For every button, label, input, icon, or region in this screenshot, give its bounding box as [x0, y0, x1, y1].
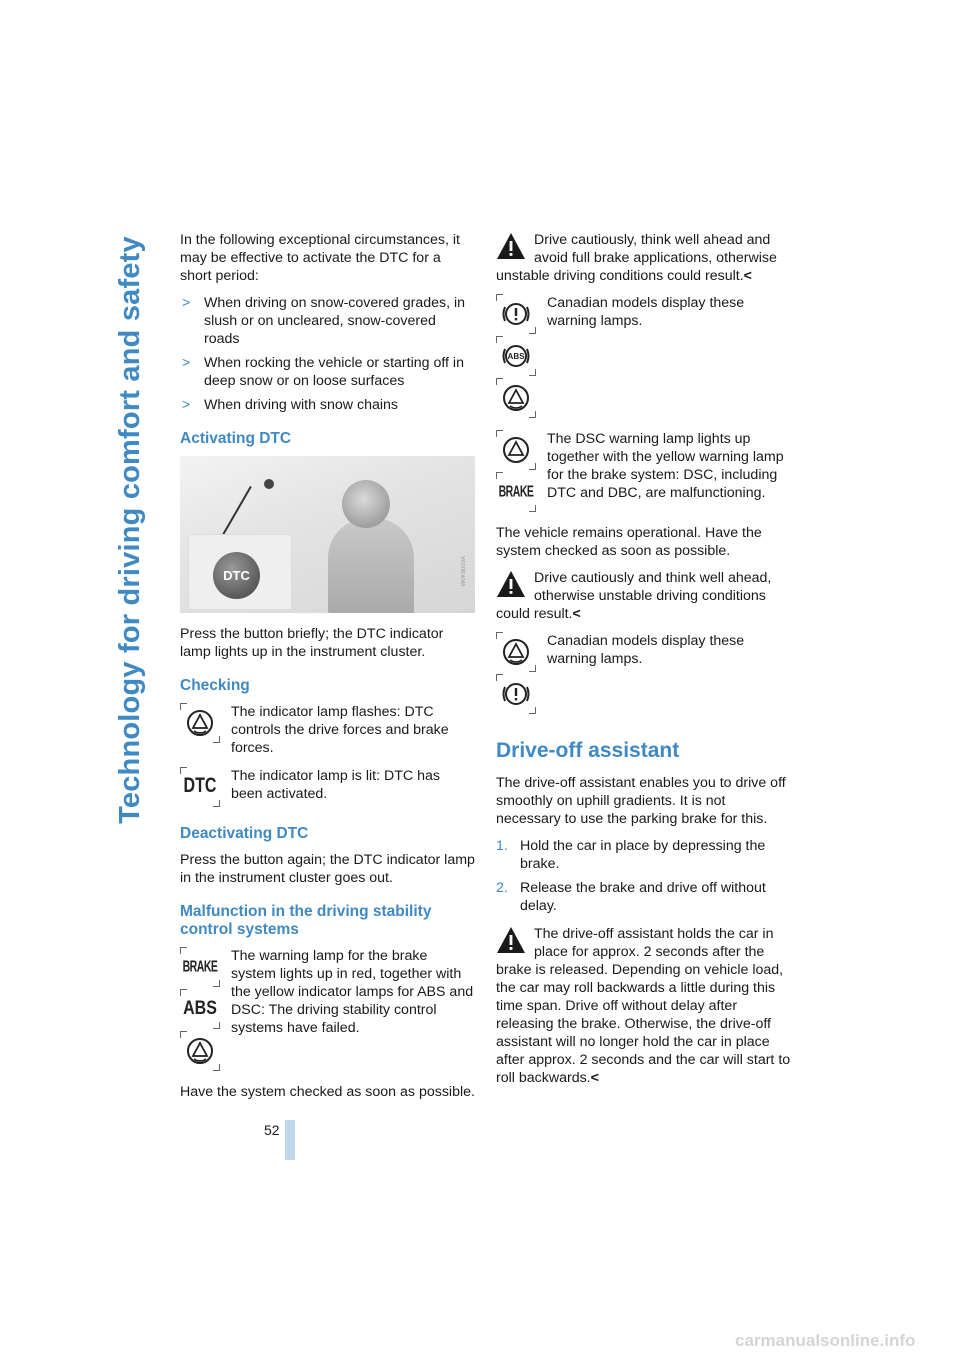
- dsc-lamp-row: [496, 430, 792, 514]
- gear-knob-shape: [342, 480, 390, 528]
- figure-code: W0K8003A: [461, 556, 467, 587]
- dtc-button-graphic: DTC: [213, 552, 260, 599]
- caution-text: Drive cautiously, think well ahead and avoid full brake applications, otherwise unstable driving conditions could result.: [496, 232, 777, 284]
- malfunction-text: The warning lamp for the brake system lights up in red, together with the yellow indicator lamps for ABS and DSC: The driving stability control systems have failed.: [231, 948, 474, 1036]
- end-mark: <: [572, 606, 581, 622]
- activating-text: Press the button briefly; the DTC indicator lamp lights up in the instrument cluster.: [180, 626, 444, 660]
- deactivating-dtc-heading: Deactivating DTC: [180, 825, 309, 842]
- caution-text: The drive-off assistant holds the car in place for approx. 2 seconds after the brake is released. Depending on vehicle load, the car may roll backwards a little during this time span. Drive off without delay after releasing the brake. Otherwise, the drive-off assistant will no longer hold the car in place after approx. 2 seconds and the car will start to roll backwards.: [496, 926, 791, 1086]
- brake-warning-icon: [180, 947, 220, 987]
- activating-dtc-heading: Activating DTC: [180, 430, 292, 447]
- canadian-lamps-row: [496, 294, 792, 420]
- malfunction-heading: Malfunction in the driving stability control systems: [180, 903, 432, 938]
- drive-off-steps: [496, 837, 792, 915]
- dsc-warning-icon: [496, 378, 536, 418]
- canadian-lamps-text-2: Canadian models display these warning lamps.: [547, 633, 745, 667]
- canadian-lamps-row-2: [496, 632, 792, 716]
- gear-boot-shape: [328, 518, 414, 613]
- dsc-warning-icon: [180, 1031, 220, 1071]
- bullet-mark: >: [182, 295, 191, 311]
- list-item: 1. Hold the car in place by depressing the brake.: [496, 838, 766, 872]
- list-item: > When rocking the vehicle or starting off in deep snow or on loose surfaces: [182, 355, 464, 389]
- check-flash-row: [180, 703, 475, 757]
- bullet-mark: >: [182, 355, 191, 371]
- dtc-icon-label: DTC: [183, 775, 217, 798]
- caution-note: [496, 569, 792, 623]
- page-edge-bar: [285, 1120, 295, 1160]
- dsc-warning-icon: [180, 703, 220, 743]
- brake-exclamation-icon: [496, 294, 536, 334]
- end-mark: <: [590, 1070, 599, 1086]
- page-number: 52: [264, 1122, 280, 1138]
- caution-note: [496, 925, 792, 1087]
- caution-text: Drive cautiously and think well ahead, otherwise unstable driving conditions could result.: [496, 570, 772, 622]
- list-item: 2. Release the brake and drive off without delay.: [496, 880, 766, 914]
- drive-off-intro: The drive-off assistant enables you to drive off smoothly on uphill gradients. It is not necessary to use the parking brake for this.: [496, 775, 786, 827]
- warning-triangle-icon: [496, 231, 526, 261]
- bullet-mark: >: [182, 397, 191, 413]
- list-item: > When driving with snow chains: [182, 397, 398, 413]
- abs-icon-label: ABS: [183, 998, 217, 1019]
- circumstance-list: [180, 294, 475, 414]
- button-location-dot: [264, 479, 274, 489]
- malfunction-row: [180, 947, 475, 1073]
- abs-warning-icon: [180, 989, 220, 1029]
- warning-triangle-icon: [496, 925, 526, 955]
- end-mark: <: [743, 268, 752, 284]
- malfunction-after-text: Have the system checked as soon as possible.: [180, 1084, 475, 1100]
- checking-heading: Checking: [180, 677, 250, 694]
- brake-icon-label: BRAKE: [498, 483, 534, 501]
- dtc-indicator-icon: [180, 767, 220, 807]
- list-item: > When driving on snow-covered grades, in slush or on uncleared, snow-covered roads: [182, 295, 466, 347]
- brake-exclamation-icon: [496, 674, 536, 714]
- check-flash-text: The indicator lamp flashes: DTC controls the drive forces and brake forces.: [231, 704, 449, 756]
- abs-circle-icon: [496, 336, 536, 376]
- drive-off-assistant-heading: Drive-off assistant: [496, 739, 680, 762]
- brake-warning-icon: [496, 472, 536, 512]
- caution-note: [496, 231, 792, 285]
- canadian-lamps-text: Canadian models display these warning lamps.: [547, 295, 745, 329]
- dtc-button-illustration: [180, 456, 475, 613]
- check-lit-text: The indicator lamp is lit: DTC has been activated.: [231, 768, 440, 802]
- operational-text: The vehicle remains operational. Have the system checked as soon as possible.: [496, 525, 762, 559]
- brake-icon-label: BRAKE: [182, 958, 218, 976]
- deactivating-text: Press the button again; the DTC indicator lamp in the instrument cluster goes out.: [180, 852, 475, 886]
- warning-triangle-icon: [496, 569, 526, 599]
- chapter-title-text: Technology for driving comfort and safety: [114, 236, 146, 824]
- dsc-warning-icon: [496, 632, 536, 672]
- chapter-title: [100, 230, 160, 830]
- right-column: [496, 231, 792, 1096]
- dsc-triangle-icon: [496, 430, 536, 470]
- left-column: [180, 231, 475, 1110]
- footer-watermark: carmanualsonline.info: [735, 1331, 916, 1350]
- dsc-lamp-text: The DSC warning lamp lights up together with the yellow warning lamp for the brake system: DSC, including DTC and DBC, are malfunctioning.: [547, 431, 784, 501]
- intro-paragraph: In the following exceptional circumstances, it may be effective to activate the DTC for a short period:: [180, 232, 460, 284]
- abs-icon-label: ABS: [507, 352, 525, 361]
- check-lit-row: [180, 767, 475, 809]
